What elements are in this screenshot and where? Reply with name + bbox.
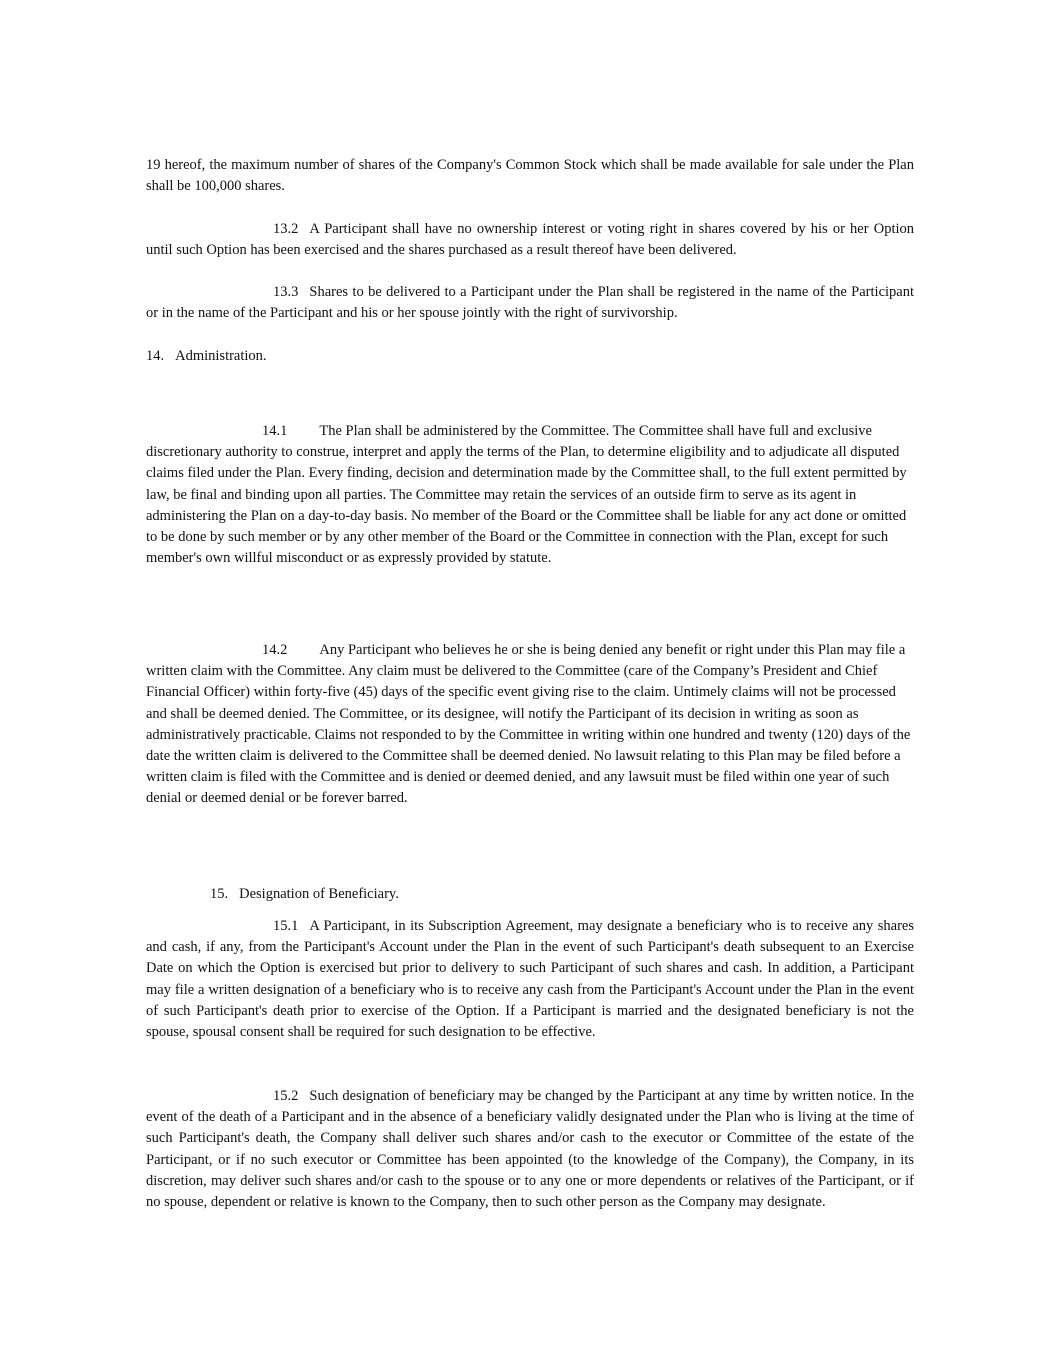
section-text: A Participant shall have no ownership interest or voting right in shares covered by his or her Option until such Option has been exercised and the shares purchased as a result thereof have been delivered. [146, 221, 914, 259]
section-text: The Plan shall be administered by the Committee. The Committee shall have full and exclusive discretionary authority to construe, interpret and apply the terms of the Plan, to determine eligibility and to adjudicate all disputed claims filed under the Plan. Every finding, decision and determination made by the Committee shall, to the full extent permitted by law, be final and binding upon all parties. The Committee may retain the services of an outside firm to serve as its agent in administering the Plan on a day-to-day basis. No member of the Board or the Committee shall be liable for any act done or omitted to be done by such member or by any other member of the Board or the Committee in connection with the Plan, except for such member's own willful misconduct or as expressly provided by statute. [146, 423, 907, 567]
section-number: 15.2 [273, 1088, 299, 1104]
section-number: 13.2 [273, 221, 299, 237]
section-13-3 [146, 282, 914, 324]
section-14-2 [146, 640, 914, 810]
heading-number: 15. [210, 886, 229, 902]
heading-title: Designation of Beneficiary. [239, 886, 399, 902]
section-text: A Participant, in its Subscription Agreement, may designate a beneficiary who is to receive any shares and cash, if any, from the Participant's Account under the Plan in the event of such Participant's death subsequent to an Exercise Date on which the Option is exercised but prior to delivery to such Participant of such shares and cash. In addition, a Participant may file a written designation of a beneficiary who is to receive any cash from the Participant's Account under the Plan in the event of such Participant's death prior to exercise of the Option. If a Participant is married and the designated beneficiary is not the spouse, spousal consent shall be required for such designation to be effective. [146, 918, 914, 1041]
heading-title: Administration. [175, 348, 267, 364]
section-text: Such designation of beneficiary may be changed by the Participant at any time by written notice. In the event of the death of a Participant and in the absence of a beneficiary validly designated under the Plan who is living at the time of such Participant's death, the Company shall deliver such shares and/or cash to the executor or Committee of the estate of the Participant, or if no such executor or Committee has been appointed (to the knowledge of the Company), the Company, in its discretion, may deliver such shares and/or cash to the spouse or to any one or more dependents or relatives of the Participant, or if no spouse, dependent or relative is known to the Company, then to such other person as the Company may designate. [146, 1088, 914, 1211]
heading-15 [146, 884, 914, 905]
heading-14 [146, 346, 914, 367]
section-13-2 [146, 219, 914, 261]
section-14-1 [146, 421, 914, 569]
section-15-1 [146, 916, 914, 1043]
section-number: 14.2 [262, 642, 288, 658]
section-text: Any Participant who believes he or she is being denied any benefit or right under this Plan may file a written claim with the Committee. Any claim must be delivered to the Committee (care of the Company’s President and Chief Financial Officer) within forty-five (45) days of the specific event giving rise to the claim. Untimely claims will not be processed and shall be deemed denied. The Committee, or its designee, will notify the Participant of its decision in writing as soon as administratively practicable. Claims not responded to by the Committee in writing within one hundred and twenty (120) days of the date the written claim is delivered to the Committee shall be deemed denied. No lawsuit relating to this Plan may be filed before a written claim is filed with the Committee and is denied or deemed denied, and any lawsuit must be filed within one year of such denial or deemed denial or be forever barred. [146, 642, 911, 807]
paragraph-intro: 19 hereof, the maximum number of shares of the Company's Common Stock which shall be made available for sale under the Plan shall be 100,000 shares. [146, 157, 914, 195]
section-number: 13.3 [273, 284, 299, 300]
section-15-2 [146, 1086, 914, 1213]
section-number: 15.1 [273, 918, 299, 934]
heading-number: 14. [146, 348, 165, 364]
section-number: 14.1 [262, 423, 288, 439]
section-text: Shares to be delivered to a Participant under the Plan shall be registered in the name of the Participant or in the name of the Participant and his or her spouse jointly with the right of survivorship. [146, 284, 914, 322]
